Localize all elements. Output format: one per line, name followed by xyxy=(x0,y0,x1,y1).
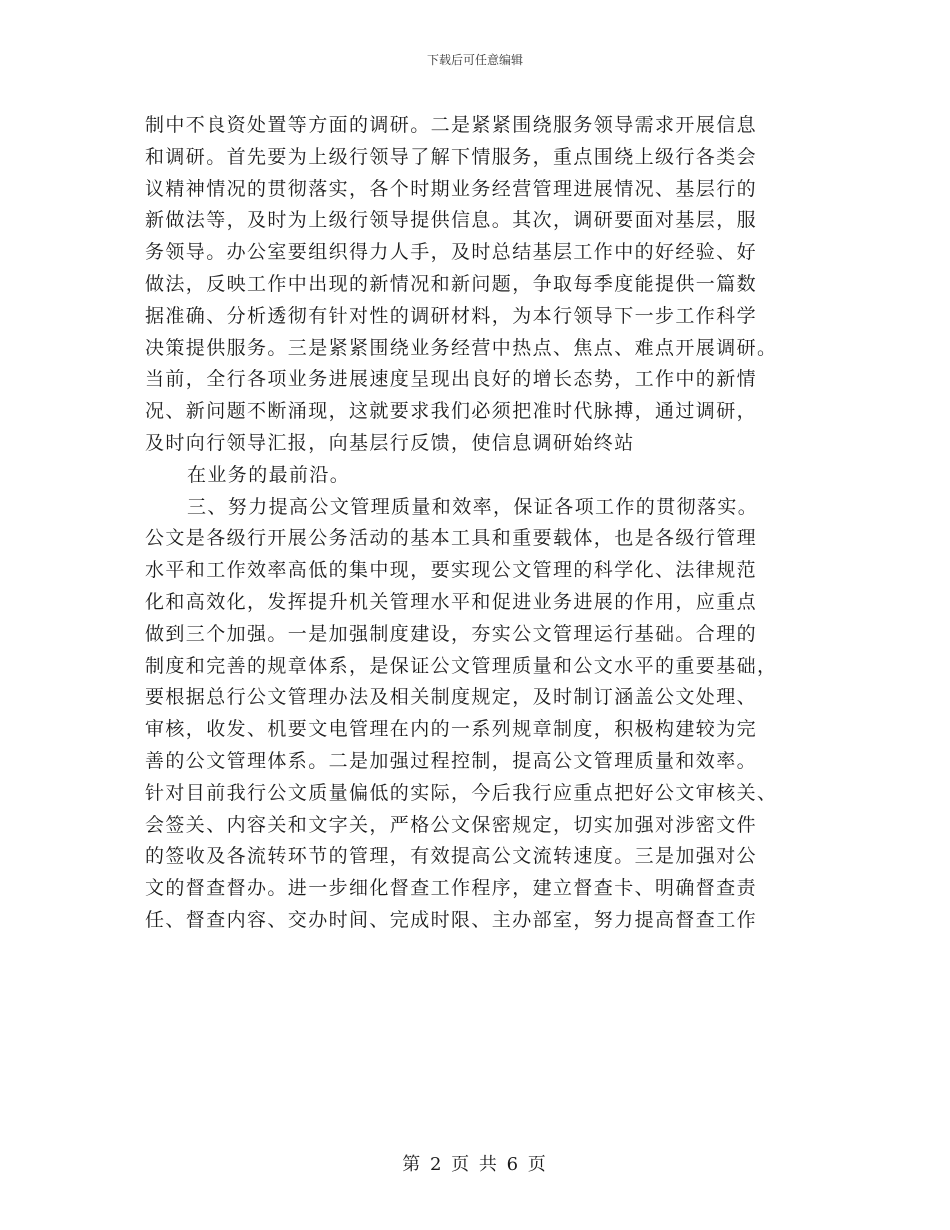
text-line: 和调研。首先要为上级行领导了解下情服务，重点围绕上级行各类会 xyxy=(145,145,758,168)
text-line: 会签关、内容关和文字关，严格公文保密规定，切实加强对涉密文件 xyxy=(145,813,758,836)
text-line: 任、督查内容、交办时间、完成时限、主办部室，努力提高督查工作 xyxy=(145,908,758,931)
text-line: 当前，全行各项业务进展速度呈现出良好的增长态势，工作中的新情 xyxy=(145,368,758,391)
text-line: 制度和完善的规章体系，是保证公文管理质量和公文水平的重要基础， xyxy=(145,654,778,677)
text-line: 制中不良资处置等方面的调研。二是紧紧围绕服务领导需求开展信息 xyxy=(145,114,758,136)
text-line: 公文是各级行开展公务活动的基本工具和重要载体，也是各级行管理 xyxy=(145,527,758,550)
text-line: 善的公文管理体系。二是加强过程控制，提高公文管理质量和效率。 xyxy=(145,749,758,772)
text-line-indented: 在业务的最前沿。 xyxy=(187,463,351,486)
body-text xyxy=(145,110,805,937)
text-line: 审核，收发、机要文电管理在内的一系列规章制度，积极构建较为完 xyxy=(145,718,758,741)
text-line: 议精神情况的贯彻落实，各个时期业务经营管理进展情况、基层行的 xyxy=(145,177,758,200)
text-line: 及时向行领导汇报，向基层行反馈，使信息调研始终站 xyxy=(145,431,635,454)
section-heading: 三、努力提高公文管理质量和效率，保证各项工作的贯彻落实。 xyxy=(187,495,759,518)
text-line: 做法，反映工作中出现的新情况和新问题，争取每季度能提供一篇数 xyxy=(145,272,758,295)
text-line: 化和高效化，发挥提升机关管理水平和促进业务进展的作用，应重点 xyxy=(145,590,758,613)
text-line: 文的督查督办。进一步细化督查工作程序，建立督查卡、明确督查责 xyxy=(145,877,758,900)
page-header: 下载后可任意编辑 xyxy=(426,53,523,67)
text-line: 做到三个加强。一是加强制度建设，夯实公文管理运行基础。合理的 xyxy=(145,622,758,645)
text-line: 据准确、分析透彻有针对性的调研材料，为本行领导下一步工作科学 xyxy=(145,304,758,327)
text-line: 新做法等，及时为上级行领导提供信息。其次，调研要面对基层，服 xyxy=(145,209,758,232)
text-line: 的签收及各流转环节的管理，有效提高公文流转速度。三是加强对公 xyxy=(145,845,758,868)
text-line: 针对目前我行公文质量偏低的实际，今后我行应重点把好公文审核关、 xyxy=(145,781,778,804)
text-line: 决策提供服务。三是紧紧围绕业务经营中热点、焦点、难点开展调研。 xyxy=(145,336,778,359)
text-line: 水平和工作效率高低的集中现，要实现公文管理的科学化、法律规范 xyxy=(145,559,758,582)
text-line: 务领导。办公室要组织得力人手，及时总结基层工作中的好经验、好 xyxy=(145,241,758,264)
page-number: 第 2 页 共 6 页 xyxy=(402,1154,548,1175)
text-line: 况、新问题不断涌现，这就要求我们必须把准时代脉搏，通过调研， xyxy=(145,400,758,423)
text-line: 要根据总行公文管理办法及相关制度规定，及时制订涵盖公文处理、 xyxy=(145,686,758,709)
